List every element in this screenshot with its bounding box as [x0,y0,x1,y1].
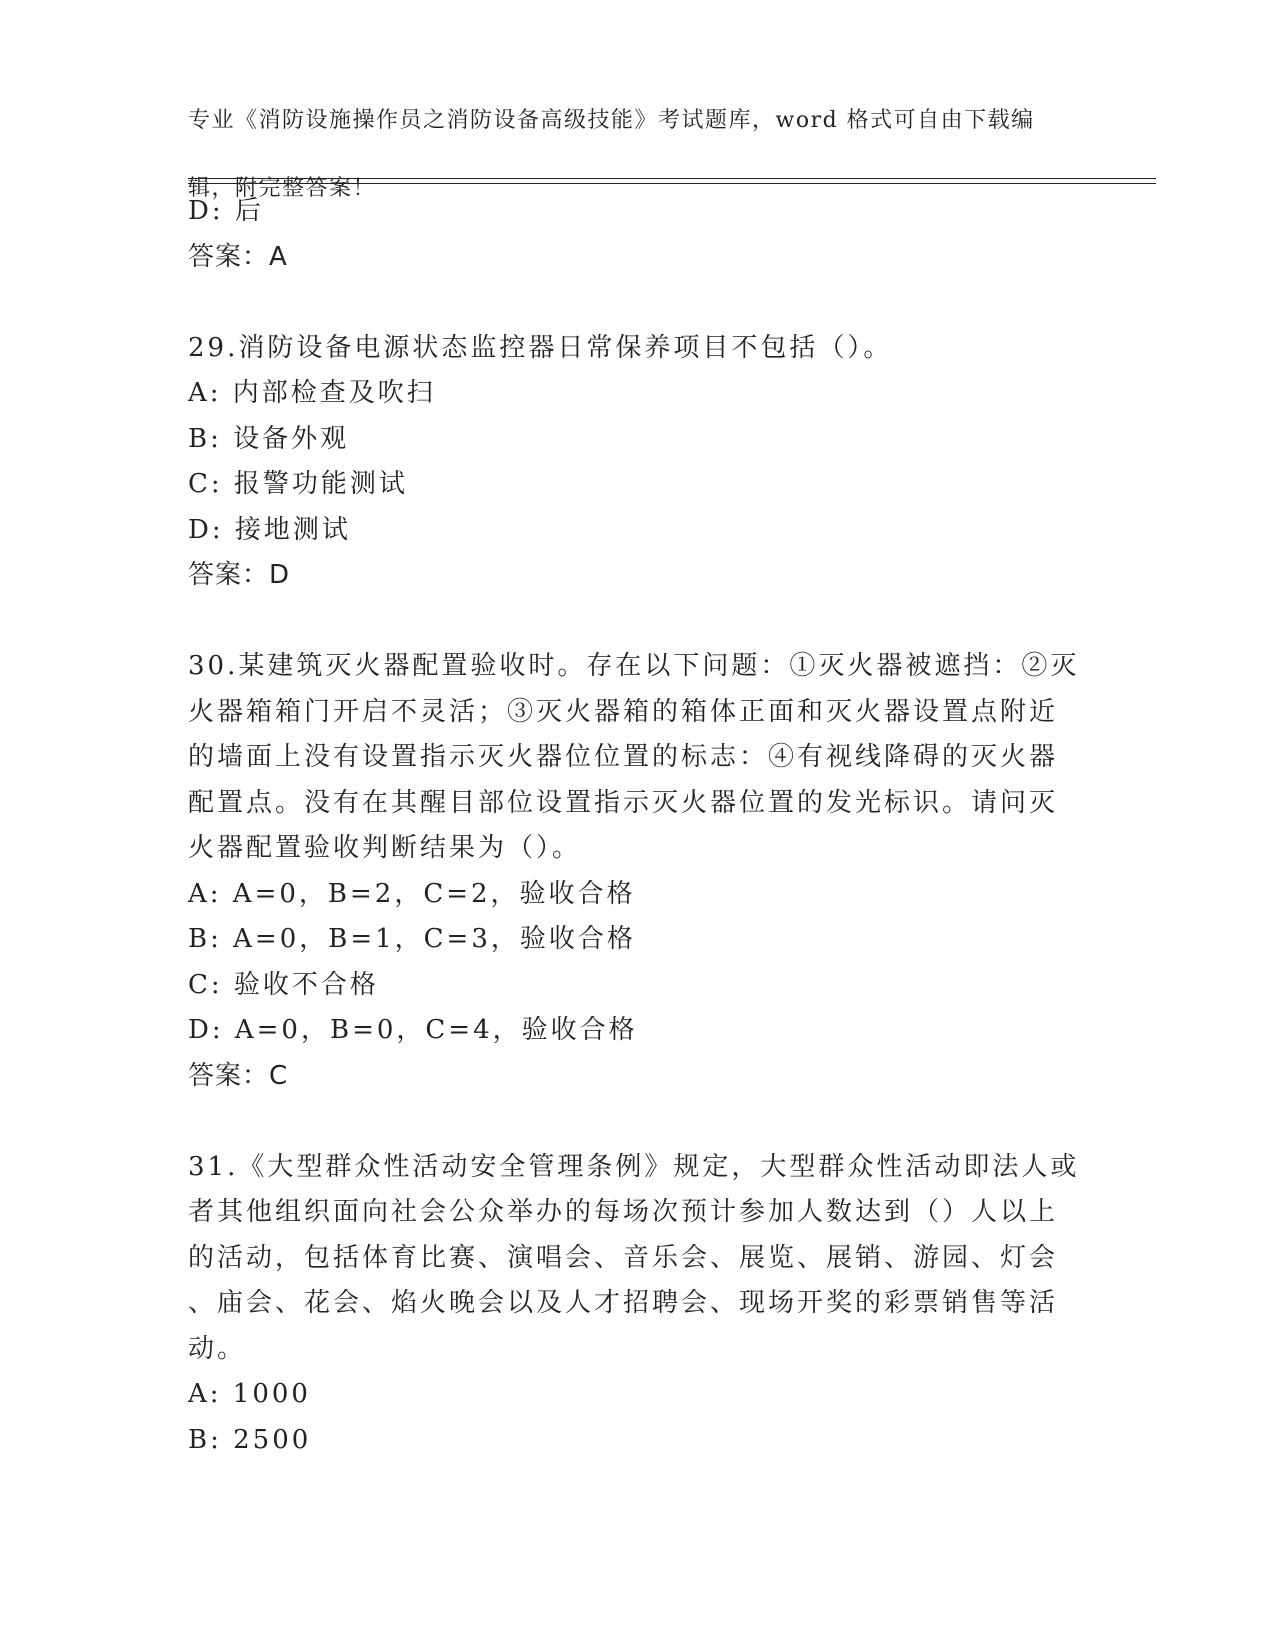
answer: 答案：C [188,1060,289,1091]
question-stem-line: 火器配置验收判断结果为（）。 [188,833,582,863]
question-stem-line: 、庙会、花会、焰火晚会以及人才招聘会、现场开奖的彩票销售等活 [188,1288,1059,1318]
prev-answer: 答案：A [188,241,288,272]
question-stem-line: 火器箱箱门开启不灵活；③灭火器箱的箱体正面和灭火器设置点附近 [188,696,1059,727]
question-stem-line: 的墙面上没有设置指示灭火器位位置的标志：④有视线降碍的灭火器 [188,742,1059,772]
option-b: B: A=0，B=1，C=3，验收合格 [188,924,636,954]
spacer [188,1099,1108,1145]
option-a: A: A=0，B=2，C=2，验收合格 [188,878,636,909]
question-stem-line: 31.《大型群众性活动安全管理条例》规定，大型群众性活动即法人或 [188,1151,1080,1182]
option-b: B: 2500 [188,1424,312,1455]
answer: 答案：D [188,560,291,590]
question-31 [188,1145,1108,1464]
spacer [188,599,1108,645]
question-stem: 29.消防设备电源状态监控器日常保养项目不包括（）。 [188,332,893,363]
header-rule-bottom [188,183,1156,184]
document-body [188,189,1108,1463]
question-stem-line: 动。 [188,1333,247,1364]
option-b: B: 设备外观 [188,423,350,454]
question-stem-line: 者其他组织面向社会公众举办的每场次预计参加人数达到（）人以上 [188,1197,1059,1227]
question-stem-line: 30.某建筑灭火器配置验收时。存在以下问题：①灭火器被遮挡：②灭 [188,651,1080,681]
question-stem-line: 配置点。没有在其醒目部位设置指示灭火器位置的发光标识。请问灭 [188,787,1059,818]
question-29 [188,326,1108,599]
header-line-1: 专业《消防设施操作员之消防设备高级技能》考试题库，word 格式可自由下载编 [188,108,1035,133]
spacer [188,280,1108,326]
option-d: D: 接地测试 [188,514,351,545]
option-d: D: A=0，B=0，C=4，验收合格 [188,1015,638,1045]
question-stem-line: 的活动，包括体育比赛、演唱会、音乐会、展览、展销、游园、灯会 [188,1242,1059,1273]
option-a: A: 内部检查及吹扫 [188,378,436,408]
header-line-2: 辑，附完整答案！ [188,176,377,201]
option-c: C: 验收不合格 [188,969,379,1000]
option-a: A: 1000 [188,1379,311,1409]
question-30 [188,644,1108,1099]
header-rule-top [188,178,1156,179]
option-c: C: 报警功能测试 [188,469,408,499]
prev-option-d: D: 后 [188,196,264,226]
